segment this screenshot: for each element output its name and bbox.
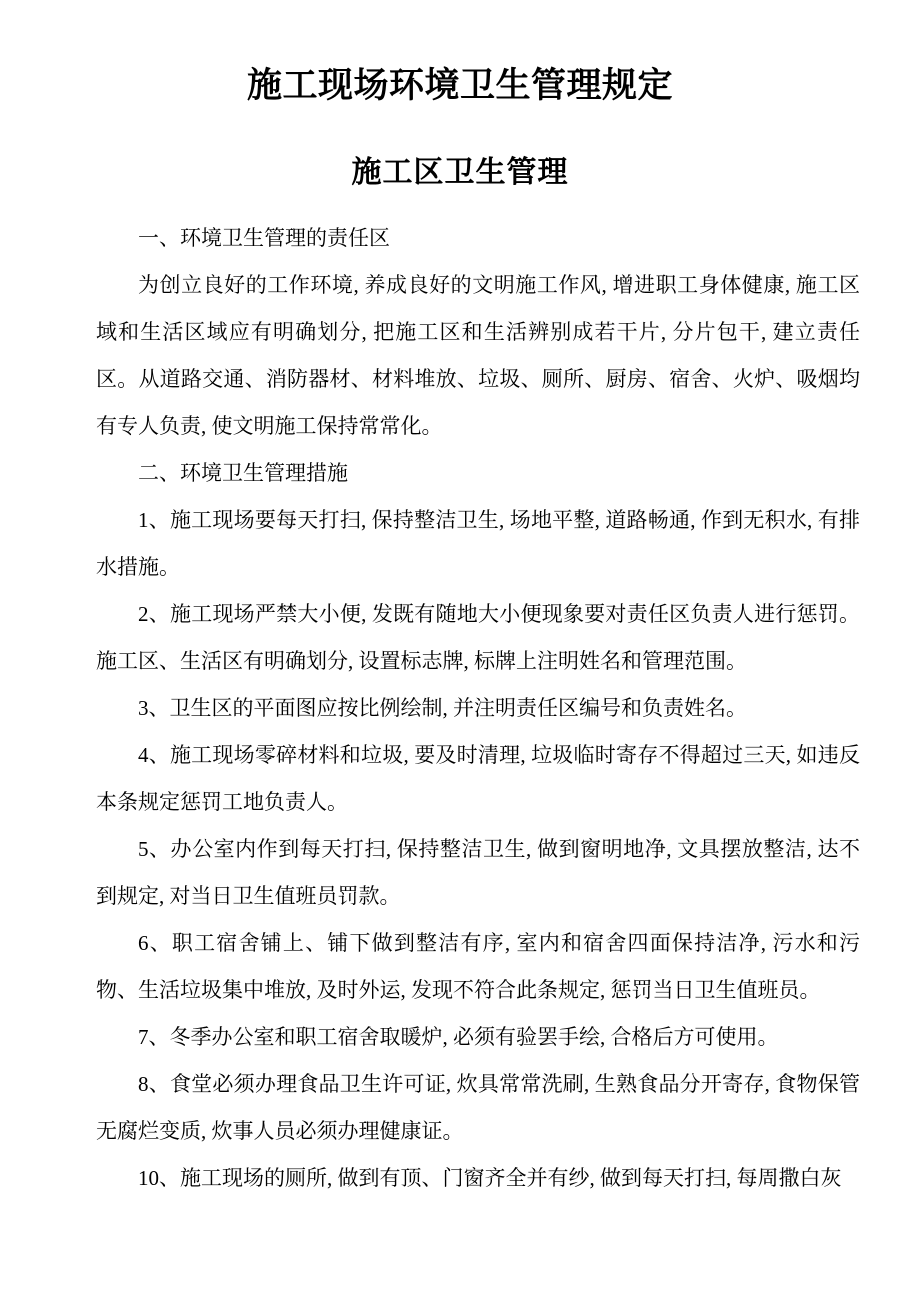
rule-item-4: 4、施工现场零碎材料和垃圾, 要及时清理, 垃圾临时寄存不得超过三天, 如违反本条规定惩罚工地负责人。 [96, 743, 860, 815]
section-heading-management-measures: 二、环境卫生管理措施 [138, 461, 348, 486]
rule-item-1: 1、施工现场要每天打扫, 保持整洁卫生, 场地平整, 道路畅通, 作到无积水, 有排水措施。 [96, 508, 860, 580]
rule-item-7: 7、冬季办公室和职工宿舍取暖炉, 必须有验罢手绘, 合格后方可使用。 [138, 1025, 779, 1050]
rule-item-10: 10、施工现场的厕所, 做到有顶、门窗齐全并有纱, 做到每天打扫, 每周撒白灰 [138, 1166, 842, 1191]
intro-paragraph: 为创立良好的工作环境, 养成良好的文明施工作风, 增进职工身体健康, 施工区域和生活区域应有明确划分, 把施工区和生活辨别成若干片, 分片包干, 建立责任区。从道路交通、消防器材、材料堆放、垃圾、厕所、厨房、宿舍、火炉、吸烟均有专人负责, 使文明施工保持常常化。 [96, 273, 860, 439]
rule-item-5: 5、办公室内作到每天打扫, 保持整洁卫生, 做到窗明地净, 文具摆放整洁, 达不到规定, 对当日卫生值班员罚款。 [96, 837, 860, 909]
document-body [96, 215, 860, 1202]
rule-item-8: 8、食堂必须办理食品卫生许可证, 炊具常常洗刷, 生熟食品分开寄存, 食物保管无腐烂变质, 炊事人员必须办理健康证。 [96, 1072, 860, 1144]
rule-item-2: 2、施工现场严禁大小便, 发既有随地大小便现象要对责任区负责人进行惩罚。施工区、生活区有明确划分, 设置标志牌, 标牌上注明姓名和管理范围。 [96, 602, 860, 674]
document-title: 施工现场环境卫生管理规定 [246, 66, 673, 105]
rule-item-3: 3、卫生区的平面图应按比例绘制, 并注明责任区编号和负责姓名。 [138, 696, 747, 721]
document-subtitle: 施工区卫生管理 [351, 155, 569, 189]
rule-item-6: 6、职工宿舍铺上、铺下做到整洁有序, 室内和宿舍四面保持洁净, 污水和污物、生活垃圾集中堆放, 及时外运, 发现不符合此条规定, 惩罚当日卫生值班员。 [96, 931, 860, 1003]
section-heading-responsibility-area: 一、环境卫生管理的责任区 [138, 226, 390, 251]
